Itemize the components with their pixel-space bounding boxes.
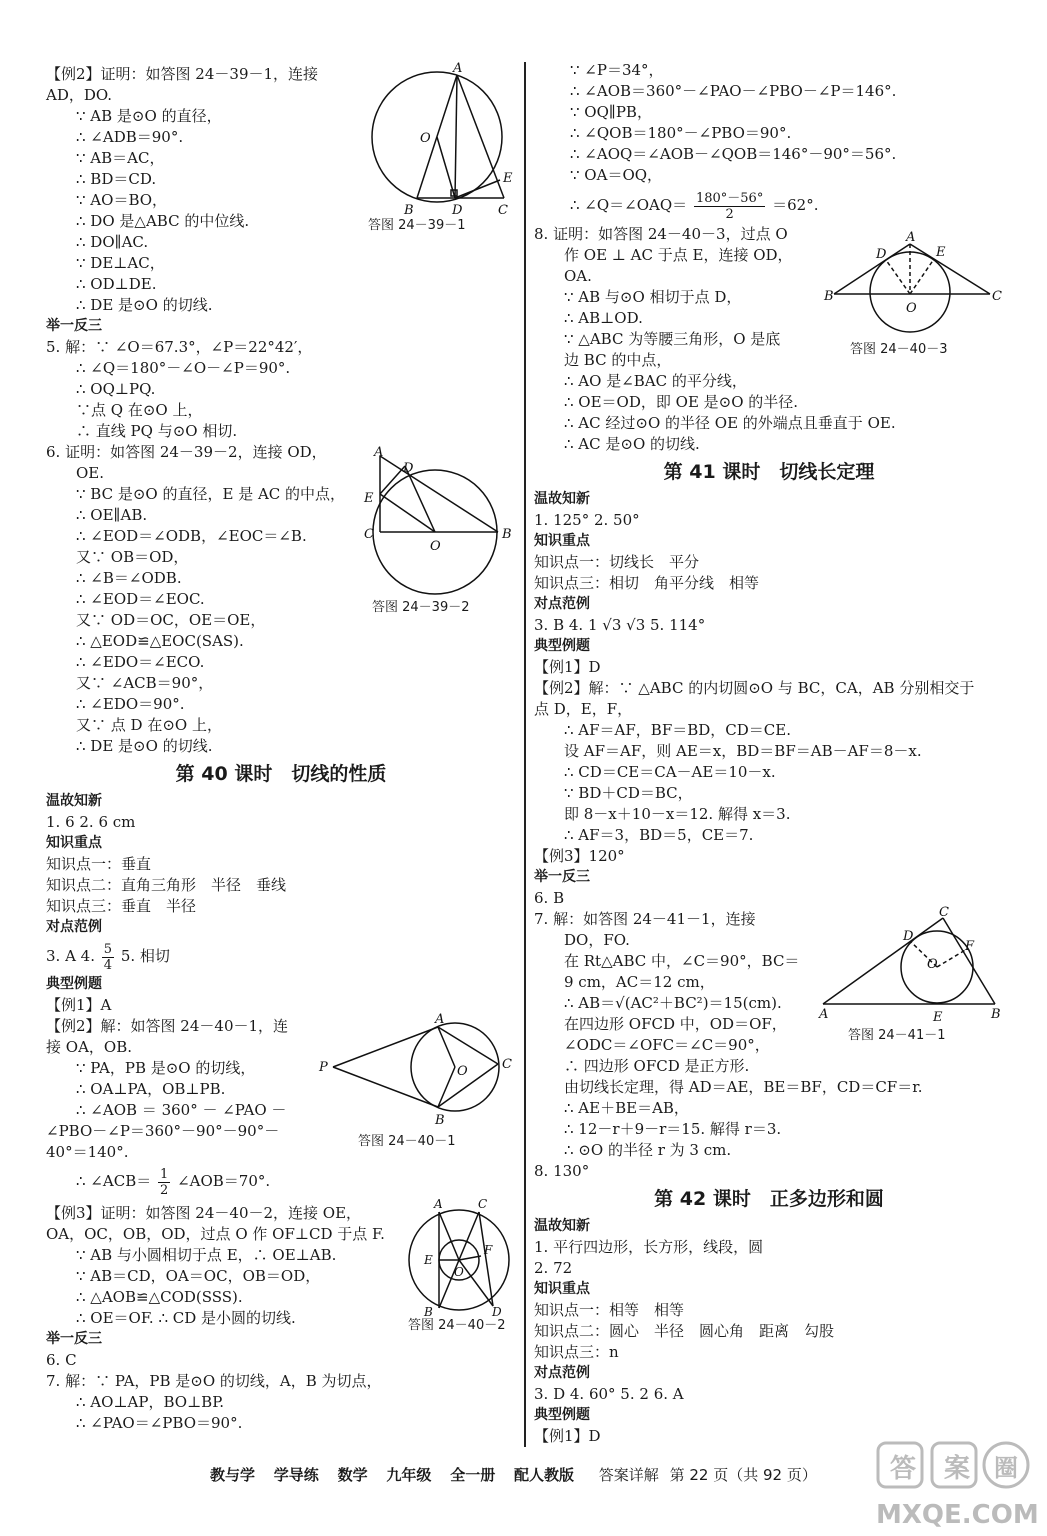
proof-step: ∵ BC 是⊙O 的直径，E 是 AC 的中点， [76,485,346,503]
svg-text:C: C [992,289,1002,304]
proof-step: ∵ AB 与⊙O 相切于点 D， [564,288,742,306]
step-text: ∴ ∠Q＝∠OAQ＝ [570,196,688,214]
fraction-numerator: 5 [103,941,113,957]
fraction [694,191,765,222]
svg-text:O: O [906,301,917,316]
fraction [102,942,114,973]
page-footer [210,1464,817,1485]
question8-line: 作 OE ⊥ AC 于点 E，连接 OD， [564,246,793,264]
proof-step: ∵ AB＝AC， [76,149,165,167]
fraction-denominator: 2 [725,206,734,222]
solution-step: ∴ 四边形 OFCD 是正方形. [564,1057,750,1075]
watermark-logo [870,1435,1040,1530]
svg-text:C: C [364,527,374,542]
figure-24-39-2 [360,444,520,604]
example2-title: 【例2】解：如答图 24－40－1，连 [46,1017,289,1035]
footer-item: 配人教版 [513,1466,574,1484]
figure-caption: 答图 24－39－1 [368,218,466,233]
svg-text:A: A [435,1012,445,1027]
svg-text:圈: 圈 [994,1454,1018,1482]
svg-text:O: O [454,1265,464,1279]
section-heading: 举一反三 [46,318,102,334]
solution-step: ∴ CD＝CE＝CA－AE＝10－x. [564,763,776,781]
svg-text:D: D [403,461,414,476]
solution-step [534,186,1004,224]
proof-step: 又∵ OD＝OC，OE＝OE， [76,611,266,629]
proof-step: ∴ ∠EDO＝∠ECO. [76,653,205,671]
fraction-numerator: 180°－56° [695,190,764,206]
svg-text:C: C [498,203,508,218]
solution-step: ∴ 直线 PQ 与⊙O 相切. [76,422,238,440]
question6-line: OE. [76,464,105,482]
proof-step: ∴ ∠EDO＝90°. [76,695,185,713]
svg-text:O: O [420,131,431,146]
svg-text:A: A [819,1007,829,1021]
solution-step: ∴ AF＝AF，BF＝BD，CD＝CE. [564,721,791,739]
solution-step: ∴ ∠PAO＝∠PBO＝90°. [76,1414,243,1432]
answer-line: 1. 125° 2. 50° [534,511,640,529]
footer-item: 数学 [337,1466,368,1484]
question8-title: 8. 证明：如答图 24－40－3，过点 O [534,225,788,243]
question8-line: OA. [564,267,592,285]
section-heading: 举一反三 [46,1331,102,1347]
answer-line: 3. B 4. 1 √3 √3 5. 114° [534,616,706,634]
svg-text:B: B [991,1007,1001,1021]
proof-step: ∴ DO 是△ABC 的中位线. [76,212,250,230]
example3-title: 【例3】证明：如答图 24－40－2，连接 OE， [46,1204,362,1222]
svg-text:F: F [484,1243,493,1257]
svg-text:F: F [965,939,975,954]
svg-text:A: A [374,445,384,460]
svg-text:答: 答 [890,1454,917,1484]
solution-step: ∴ ∠QOB＝180°－∠PBO＝90°. [570,124,792,142]
answer-line: 6. C [46,1351,77,1369]
svg-text:D: D [876,247,887,262]
proof-step: ∴ AO 是∠BAC 的平分线， [564,372,747,390]
section-heading: 举一反三 [534,869,590,885]
proof-step: 又∵ 点 D 在⊙O 上， [76,716,222,734]
proof-step: 边 BC 的中点， [564,351,672,369]
solution-step: ∵ ∠P＝34°， [570,61,664,79]
proof-step: ∴ DE 是⊙O 的切线. [76,737,213,755]
svg-text:D: D [903,929,914,944]
step-text: ∠AOB＝70°. [177,1172,271,1190]
svg-text:B: B [824,289,834,304]
proof-step: ∴ OD⊥DE. [76,275,157,293]
example1-answer: 【例1】D [534,658,601,676]
proof-step: 又∵ ∠ACB＝90°， [76,674,214,692]
solution-step: ∠PBO－∠P＝360°－90°－90°－ [46,1122,280,1140]
section-heading: 知识重点 [46,835,102,851]
svg-text:A: A [453,62,463,76]
question7-line: 在 Rt△ABC 中，∠C＝90°，BC＝ [564,952,800,970]
section-heading: 温故知新 [534,491,590,507]
solution-step: ∴ ∠AOB ＝ 360° － ∠PAO － [76,1101,287,1119]
question5-title: 5. 解：∵ ∠O＝67.3°，∠P＝22°42′， [46,338,313,356]
svg-text:O: O [457,1064,468,1079]
example2-title: 【例2】解：∵ △ABC 的内切圆⊙O 与 BC，CA，AB 分别相交于 [534,679,975,697]
figure-caption: 答图 24－40－2 [408,1318,506,1333]
svg-text:B: B [404,203,414,218]
question7-title: 7. 解：∵ PA，PB 是⊙O 的切线，A，B 为切点， [46,1372,382,1390]
proof-step: ∴ DE 是⊙O 的切线. [76,296,213,314]
solution-step: ∵ PA，PB 是⊙O 的切线， [76,1059,256,1077]
question7-line: DO，FO. [564,931,630,949]
knowledge-point: 知识点一：垂直 [46,855,152,873]
proof-step: ∴ ∠ADB＝90°. [76,128,184,146]
answer-text: 5. 相切 [120,947,170,965]
solution-step: ∴ ∠AOQ＝∠AOB－∠QOB＝146°－90°＝56°. [570,145,897,163]
answer-line: 1. 6 2. 6 cm [46,813,136,831]
proof-step: ∴ BD＝CD. [76,170,157,188]
example1-answer: 【例1】A [46,996,112,1014]
proof-step: ∵ AB 是⊙O 的直径， [76,107,222,125]
proof-step: ∴ OE∥AB. [76,506,148,524]
svg-text:A: A [906,230,916,245]
proof-step: ∴ △EOD≌△EOC(SAS). [76,632,244,650]
solution-step: ∴ ⊙O 的半径 r 为 3 cm. [564,1141,732,1159]
answer-text: 3. A 4. [46,947,95,965]
solution-step: ∵ OQ∥PB， [570,103,652,121]
svg-text:B: B [502,527,512,542]
knowledge-point: 知识点二：直角三角形 半径 垂线 [46,876,287,894]
example2-title: 【例2】证明：如答图 24－39－1，连接 [46,65,319,83]
solution-step: 即 8－x＋10－x＝12. 解得 x＝3. [564,805,791,823]
solution-step: ∴ OQ⊥PQ. [76,380,156,398]
proof-step: ∴ OE＝OF. ∴ CD 是小圆的切线. [76,1309,296,1327]
solution-step: ∴ AE＋BE＝AB， [564,1099,689,1117]
svg-text:B: B [424,1305,433,1318]
example2-line: 接 OA，OB. [46,1038,132,1056]
section-heading: 知识重点 [534,1281,590,1297]
lesson-40-title: 第 40 课时 切线的性质 [175,763,387,785]
svg-text:P: P [319,1060,328,1075]
svg-text:C: C [939,906,949,920]
solution-step: ∴ AF＝3，BD＝5，CE＝7. [564,826,754,844]
figure-caption: 答图 24－41－1 [848,1028,946,1043]
figure-caption: 答图 24－40－1 [358,1134,456,1149]
question7-title: 7. 解：如答图 24－41－1，连接 [534,910,756,928]
fraction-denominator: 2 [160,1182,169,1198]
knowledge-point: 知识点一：切线长 平分 [534,553,700,571]
solution-step: ∴ ∠AOB＝360°－∠PAO－∠PBO－∠P＝146°. [570,82,897,100]
section-heading: 温故知新 [534,1218,590,1234]
solution-step: 由切线长定理，得 AD＝AE，BE＝BF，CD＝CF＝r. [564,1078,923,1096]
svg-text:A: A [434,1198,443,1211]
footer-item: 教与学 [210,1466,256,1484]
example1-answer: 【例1】D [534,1427,601,1445]
proof-step: ∴ ∠B＝∠ODB. [76,569,182,587]
proof-step: ∵ DE⊥AC， [76,254,165,272]
svg-text:E: E [933,1010,943,1021]
page-number: 第 22 页（共 92 页） [669,1466,817,1484]
question7-line: ∠ODC＝∠OFC＝∠C＝90°， [564,1036,770,1054]
footer-tail: 答案详解 [598,1466,659,1484]
step-text: ＝62°. [772,196,819,214]
step-text: ∴ ∠ACB＝ [76,1172,152,1190]
fraction-numerator: 1 [160,1166,169,1182]
section-heading: 典型例题 [534,638,590,654]
solution-step: ∴ AO⊥AP，BO⊥BP. [76,1393,225,1411]
proof-step: ∴ ∠EOD＝∠EOC. [76,590,205,608]
question7-line: ∴ AB＝√(AC²＋BC²)＝15(cm). [564,994,782,1012]
svg-text:C: C [478,1198,488,1211]
section-heading: 典型例题 [46,976,102,992]
example3-line: OA，OC，OB，OD，过点 O 作 OF⊥CD 于点 F. [46,1225,385,1243]
answer-line: 6. B [534,889,565,907]
solution-step [46,1163,516,1199]
figure-24-40-3 [820,230,1010,340]
svg-text:D: D [452,203,463,218]
section-heading: 对点范例 [534,596,590,612]
example2-line: 点 D，E，F， [534,700,633,718]
figure-caption: 答图 24－40－3 [850,342,948,357]
example3-answer: 【例3】120° [534,847,625,865]
figure-24-41-1 [815,906,1015,1021]
proof-step: ∴ △AOB≌△COD(SSS). [76,1288,243,1306]
answer-line: 1. 平行四边形，长方形，线段，圆 [534,1238,764,1256]
svg-text:C: C [502,1057,512,1072]
figure-24-40-2 [404,1198,524,1318]
section-heading: 对点范例 [534,1365,590,1381]
answer-line: 3. D 4. 60° 5. 2 6. A [534,1385,684,1403]
svg-text:案: 案 [944,1454,971,1484]
solution-step: ∴ ∠Q＝180°－∠O－∠P＝90°. [76,359,291,377]
fraction [158,1167,170,1198]
solution-step: 40°＝140°. [46,1143,129,1161]
example2-line: AD，DO. [46,86,113,104]
column-divider [524,62,526,1447]
solution-step: ∵点 Q 在⊙O 上， [76,401,203,419]
knowledge-point: 知识点三：n [534,1343,619,1361]
proof-step: ∴ OE＝OD，即 OE 是⊙O 的半径. [564,393,799,411]
proof-step: ∴ AC 经过⊙O 的半径 OE 的外端点且垂直于 OE. [564,414,896,432]
lesson-41-title: 第 41 课时 切线长定理 [663,461,875,483]
footer-item: 全一册 [450,1466,496,1484]
footer-item: 九年级 [386,1466,432,1484]
answer-line [46,938,516,974]
svg-text:E: E [364,491,374,506]
fraction-denominator: 4 [103,957,113,973]
figure-24-39-1 [362,62,522,222]
svg-text:D: D [492,1305,502,1318]
proof-step: ∵ AB 与小圆相切于点 E，∴ OE⊥AB. [76,1246,337,1264]
svg-text:O: O [927,957,938,972]
svg-text:E: E [936,245,946,260]
question6-title: 6. 证明：如答图 24－39－2，连接 OD， [46,443,327,461]
figure-24-40-1 [315,1012,525,1132]
svg-text:E: E [424,1253,433,1267]
section-heading: 典型例题 [534,1407,590,1423]
solution-step: ∵ OA＝OQ， [570,166,663,184]
solution-step: 设 AF＝AF，则 AE＝x，BD＝BF＝AB－AF＝8－x. [564,742,922,760]
proof-step: ∴ AB⊥OD. [564,309,643,327]
knowledge-point: 知识点三：垂直 半径 [46,897,197,915]
proof-step: ∵ AB＝CD，OA＝OC，OB＝OD， [76,1267,321,1285]
section-heading: 知识重点 [534,533,590,549]
proof-step: ∴ AC 是⊙O 的切线. [564,435,700,453]
footer-item: 学导练 [273,1466,319,1484]
proof-step: ∵ AO＝BO， [76,191,168,209]
figure-caption: 答图 24－39－2 [372,600,470,615]
knowledge-point: 知识点一：相等 相等 [534,1301,685,1319]
lesson-42-title: 第 42 课时 正多边形和圆 [654,1188,884,1210]
question7-line: 在四边形 OFCD 中，OD＝OF， [564,1015,787,1033]
svg-text:B: B [435,1113,445,1128]
svg-text:O: O [430,539,441,554]
section-heading: 温故知新 [46,793,102,809]
knowledge-point: 知识点三：相切 角平分线 相等 [534,574,760,592]
solution-step: ∴ 12－r＋9－r＝15. 解得 r＝3. [564,1120,782,1138]
solution-step: ∵ BD＋CD＝BC， [564,784,693,802]
proof-step: ∵ △ABC 为等腰三角形，O 是底 [564,330,781,348]
section-heading: 对点范例 [46,919,102,935]
svg-text:MXQE.COM: MXQE.COM [876,1500,1039,1530]
knowledge-point: 知识点二：圆心 半径 圆心角 距离 勾股 [534,1322,835,1340]
svg-text:E: E [503,171,513,186]
question7-line: 9 cm，AC＝12 cm， [564,973,715,991]
proof-step: 又∵ OB＝OD， [76,548,189,566]
proof-step: ∴ DO∥AC. [76,233,149,251]
answer-line: 2. 72 [534,1259,573,1277]
proof-step: ∴ ∠EOD＝∠ODB，∠EOC＝∠B. [76,527,307,545]
solution-step: ∴ OA⊥PA，OB⊥PB. [76,1080,226,1098]
answer-line: 8. 130° [534,1162,590,1180]
